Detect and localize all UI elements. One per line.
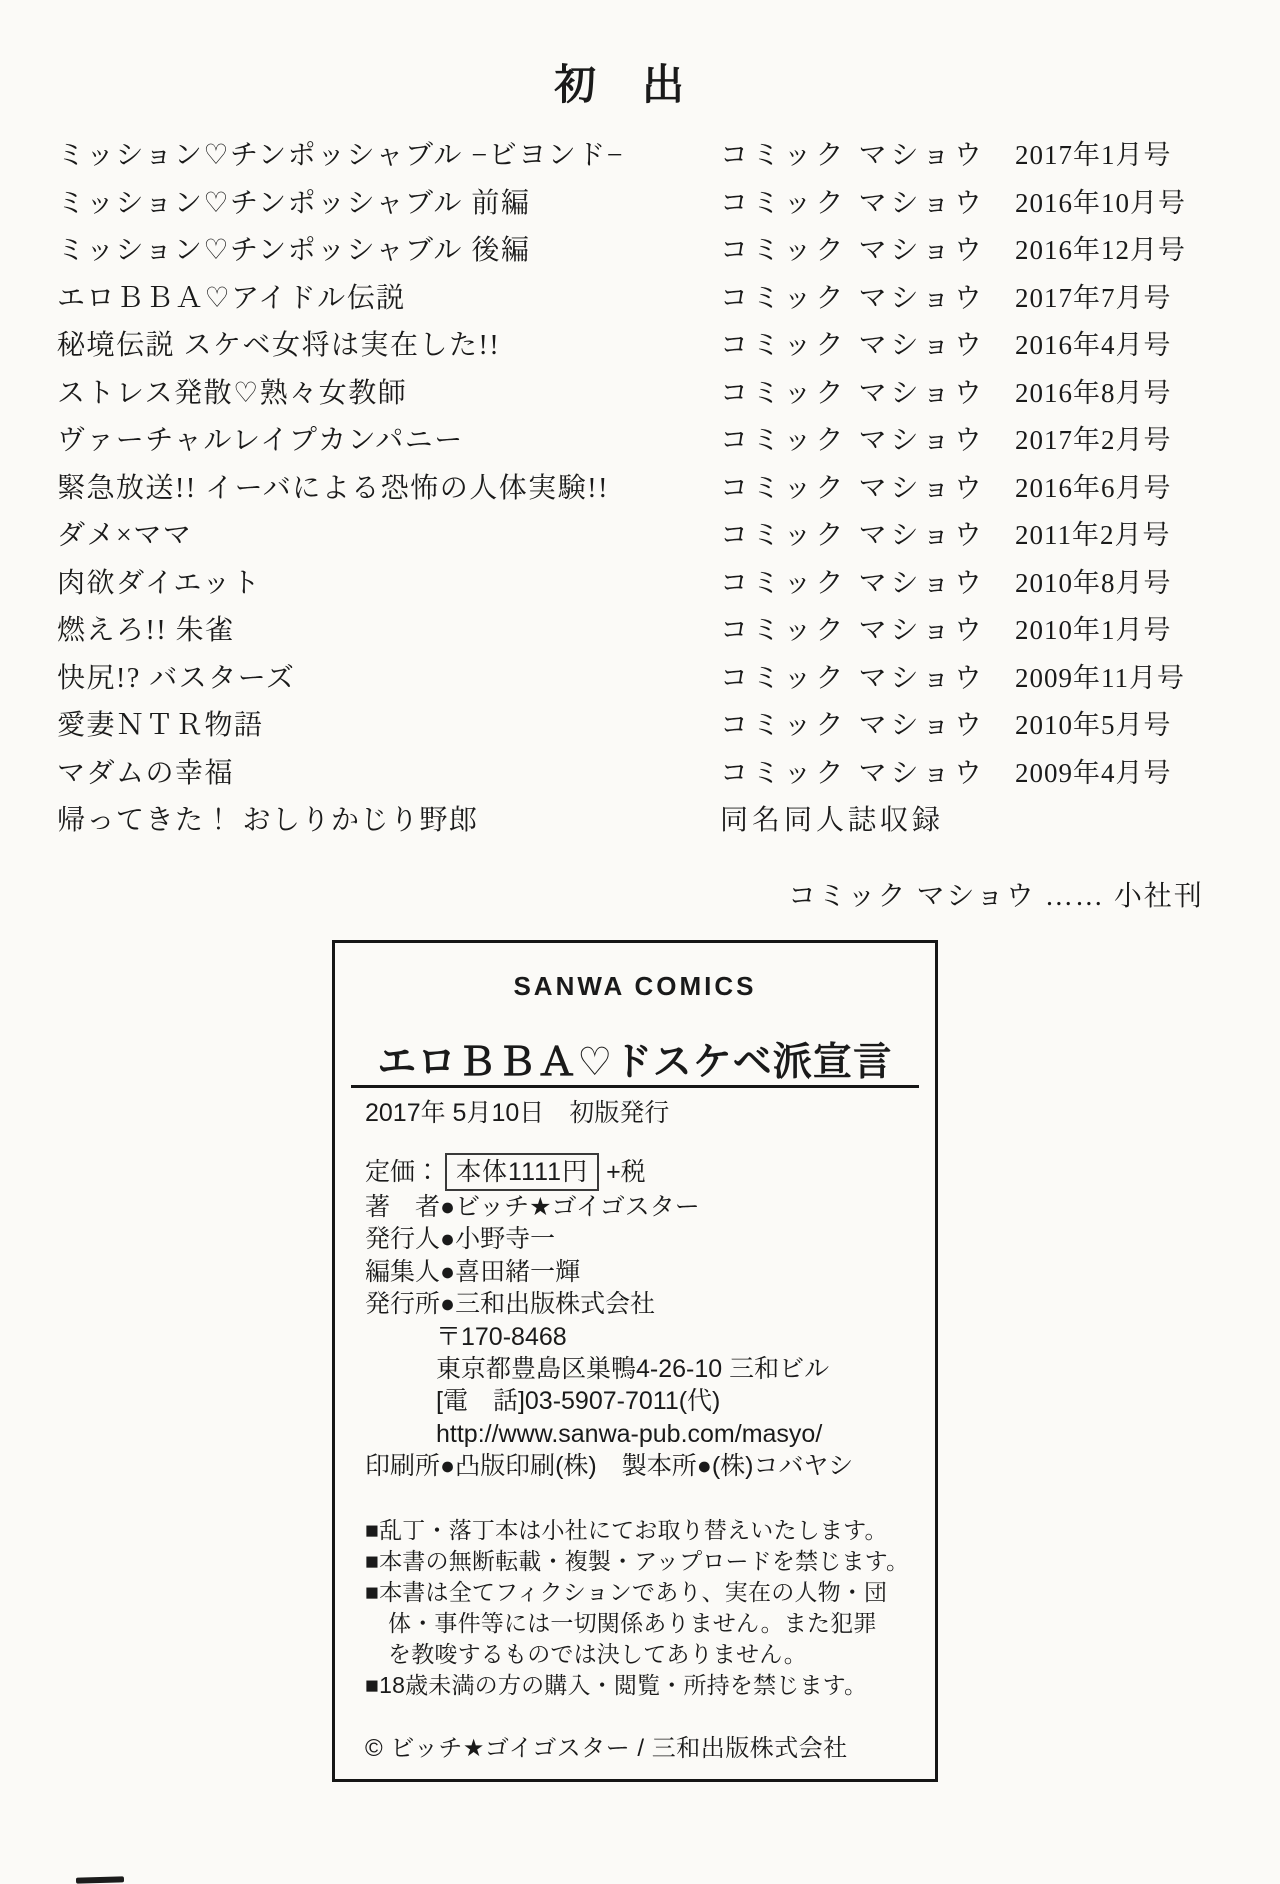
- address-line: 東京都豊島区巣鴨4-26-10 三和ビル: [436, 1355, 830, 1384]
- magazine-name: コミック マショウ: [720, 140, 986, 171]
- price-boxed-value: 本体1111円: [445, 1153, 599, 1191]
- publication-row: [57, 227, 1223, 275]
- scan-artifact: [76, 1876, 124, 1883]
- publication-row: [57, 750, 1223, 798]
- publication-row: [57, 417, 1223, 465]
- work-title: ヴァーチャルレイプカンパニー: [57, 425, 464, 456]
- issue-date: 2010年5月号: [1015, 710, 1172, 740]
- publication-row: [57, 322, 1223, 370]
- magazine-name: コミック マショウ: [720, 377, 986, 409]
- work-title: ストレス発散♡熟々女教師: [57, 377, 408, 409]
- title-divider: [351, 1085, 919, 1088]
- legal-notices: [335, 1515, 935, 1701]
- print-date: 2017年 5月10日 初版発行: [365, 1099, 670, 1127]
- publication-row: [57, 560, 1223, 608]
- magazine-name: コミック マショウ: [720, 757, 986, 789]
- magazine-name: コミック マショウ: [720, 710, 986, 741]
- magazine-name: コミック マショウ: [720, 330, 986, 361]
- magazine-name: コミック マショウ: [720, 235, 986, 266]
- postal-code: 〒170-8468: [436, 1322, 567, 1351]
- imprint-label: SANWA COMICS: [513, 971, 757, 1001]
- issue-date: 2016年8月号: [1015, 377, 1172, 408]
- publication-row: [57, 132, 1223, 180]
- colophon-box: [332, 940, 938, 1782]
- work-title: 緊急放送!! イーバによる恐怖の人体実験!!: [57, 472, 609, 504]
- work-title: ダメ×ママ: [57, 520, 193, 551]
- notice-line-continuation: を教唆するものでは決してありません。: [388, 1641, 807, 1667]
- work-title: ミッション♡チンポッシャブル 前編: [57, 187, 531, 219]
- work-title: 快尻!? バスターズ: [57, 662, 296, 694]
- work-title: ミッション♡チンポッシャブル 後編: [57, 235, 531, 266]
- publisher-info: [335, 1191, 935, 1483]
- price-label: 定価：: [365, 1158, 441, 1186]
- phone-line: [電 話]03-5907-7011(代): [436, 1387, 721, 1416]
- printer-line: 印刷所●凸版印刷(株) 製本所●(株)コバヤシ: [365, 1452, 854, 1481]
- publication-row: [57, 797, 1223, 845]
- magazine-publisher-note: コミック マショウ …… 小社刊: [788, 881, 1204, 912]
- issue-date: 2016年6月号: [1015, 472, 1172, 503]
- notice-line: ■本書の無断転載・複製・アップロードを禁じます。: [365, 1548, 910, 1574]
- publication-row: [57, 370, 1223, 418]
- work-title: 秘境伝説 スケベ女将は実在した!!: [57, 330, 501, 361]
- notice-line-continuation: 体・事件等には一切関係ありません。また犯罪: [388, 1610, 877, 1636]
- magazine-name: コミック マショウ: [720, 662, 986, 694]
- copyright-line: © ビッチ★ゴイゴスター / 三和出版株式会社: [365, 1735, 848, 1762]
- issue-date: 2017年2月号: [1015, 425, 1172, 455]
- issue-date: 2009年4月号: [1015, 757, 1172, 788]
- author-line: 著 者●ビッチ★ゴイゴスター: [365, 1193, 700, 1221]
- work-title: 肉欲ダイエット: [57, 567, 262, 599]
- publisher-person-line: 発行人●小野寺一: [365, 1225, 556, 1254]
- publication-row: [57, 180, 1223, 228]
- work-title: ミッション♡チンポッシャブル −ビヨンド−: [57, 140, 624, 171]
- price-line: [365, 1153, 646, 1191]
- publisher-company-line: 発行所●三和出版株式会社: [365, 1290, 656, 1319]
- issue-date: 2016年10月号: [1015, 187, 1186, 218]
- magazine-name: コミック マショウ: [720, 567, 986, 599]
- publication-row: [57, 655, 1223, 703]
- work-title: 愛妻ＮＴＲ物語: [57, 710, 264, 741]
- publication-row: [57, 275, 1223, 323]
- magazine-name: コミック マショウ: [720, 282, 986, 314]
- price-tax-suffix: +税: [606, 1158, 646, 1186]
- notice-line: ■乱丁・落丁本は小社にてお取り替えいたします。: [365, 1517, 888, 1543]
- publication-list: [57, 132, 1223, 845]
- work-title: エロＢＢＡ♡アイドル伝説: [57, 282, 406, 314]
- issue-date: 2011年2月号: [1015, 520, 1171, 550]
- issue-date: 2016年4月号: [1015, 330, 1172, 360]
- issue-date: 2016年12月号: [1015, 235, 1186, 265]
- website-url: http://www.sanwa-pub.com/masyo/: [436, 1419, 823, 1448]
- magazine-name: 同名同人誌収録: [720, 805, 945, 836]
- magazine-name: コミック マショウ: [720, 187, 986, 219]
- issue-date: 2017年7月号: [1015, 282, 1172, 313]
- publication-row: [57, 512, 1223, 560]
- work-title: 帰ってきた！ おしりかじり野郎: [57, 805, 479, 836]
- publication-row: [57, 607, 1223, 655]
- publication-row: [57, 465, 1223, 513]
- issue-date: 2010年1月号: [1015, 615, 1172, 645]
- issue-date: 2009年11月号: [1015, 662, 1185, 693]
- magazine-name: コミック マショウ: [720, 615, 986, 646]
- publication-row: [57, 702, 1223, 750]
- notice-line: ■18歳未満の方の購入・閲覧・所持を禁じます。: [365, 1672, 868, 1698]
- section-title: 初 出: [553, 63, 686, 109]
- issue-date: 2010年8月号: [1015, 567, 1172, 598]
- issue-date: 2017年1月号: [1015, 140, 1172, 170]
- book-title: エロＢＢＡ♡ドスケベ派宣言: [377, 1041, 893, 1084]
- notice-line: ■本書は全てフィクションであり、実在の人物・団: [365, 1579, 888, 1605]
- magazine-name: コミック マショウ: [720, 520, 986, 551]
- magazine-name: コミック マショウ: [720, 472, 986, 504]
- magazine-name: コミック マショウ: [720, 425, 986, 456]
- work-title: マダムの幸福: [57, 757, 235, 789]
- editor-line: 編集人●喜田緒一輝: [365, 1257, 581, 1286]
- work-title: 燃えろ!! 朱雀: [57, 615, 235, 646]
